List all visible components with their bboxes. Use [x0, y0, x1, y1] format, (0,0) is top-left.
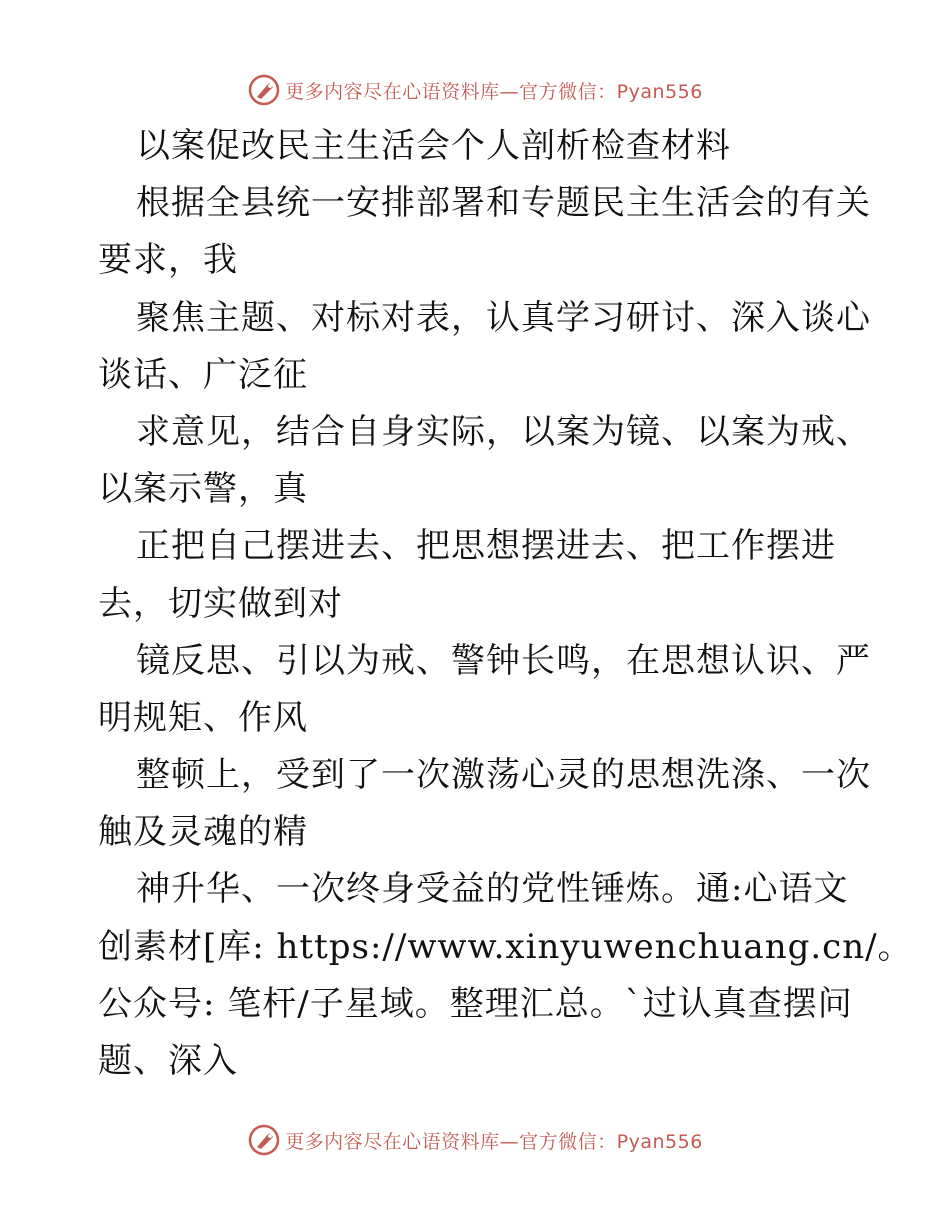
doc-line: 以案示警，真 — [98, 469, 308, 510]
doc-line: 创素材[库: https://www.xinyuwenchuang.cn/。 — [98, 926, 913, 967]
pen-nib-logo-icon — [247, 73, 281, 107]
doc-line: 神升华、一次终身受益的党性锤炼。通:心语文 — [136, 869, 849, 910]
footer-banner — [0, 1120, 950, 1160]
doc-line: 触及灵魂的精 — [98, 812, 308, 853]
doc-line: 谈话、广泛征 — [98, 354, 308, 395]
doc-line: 聚焦主题、对标对表，认真学习研讨、深入谈心 — [136, 297, 871, 338]
header-banner-text: 更多内容尽在心语资料库—官方微信：Pyan556 — [285, 80, 703, 103]
doc-line: 根据全县统一安排部署和专题民主生活会的有关 — [136, 183, 871, 224]
doc-line: 要求，我 — [98, 240, 238, 281]
header-banner — [0, 70, 950, 110]
doc-line: 镜反思、引以为戒、警钟长鸣，在思想认识、严 — [136, 640, 871, 681]
doc-line: 整顿上，受到了一次激荡心灵的思想洗涤、一次 — [136, 755, 871, 796]
document-body — [98, 118, 913, 1090]
footer-banner-text: 更多内容尽在心语资料库—官方微信：Pyan556 — [285, 1130, 703, 1153]
doc-line: 题、深入 — [98, 1041, 238, 1081]
doc-line: 公众号: 笔杆/子星域。整理汇总。`过认真查摆问 — [98, 983, 853, 1024]
doc-line: 正把自己摆进去、把思想摆进去、把工作摆进 — [136, 526, 836, 567]
doc-line: 去，切实做到对 — [98, 583, 343, 624]
pen-nib-logo-icon — [247, 1123, 281, 1157]
doc-line: 求意见，结合自身实际，以案为镜、以案为戒、 — [136, 411, 871, 452]
doc-title: 以案促改民主生活会个人剖析检查材料 — [136, 126, 731, 166]
doc-line: 明规矩、作风 — [98, 697, 308, 738]
